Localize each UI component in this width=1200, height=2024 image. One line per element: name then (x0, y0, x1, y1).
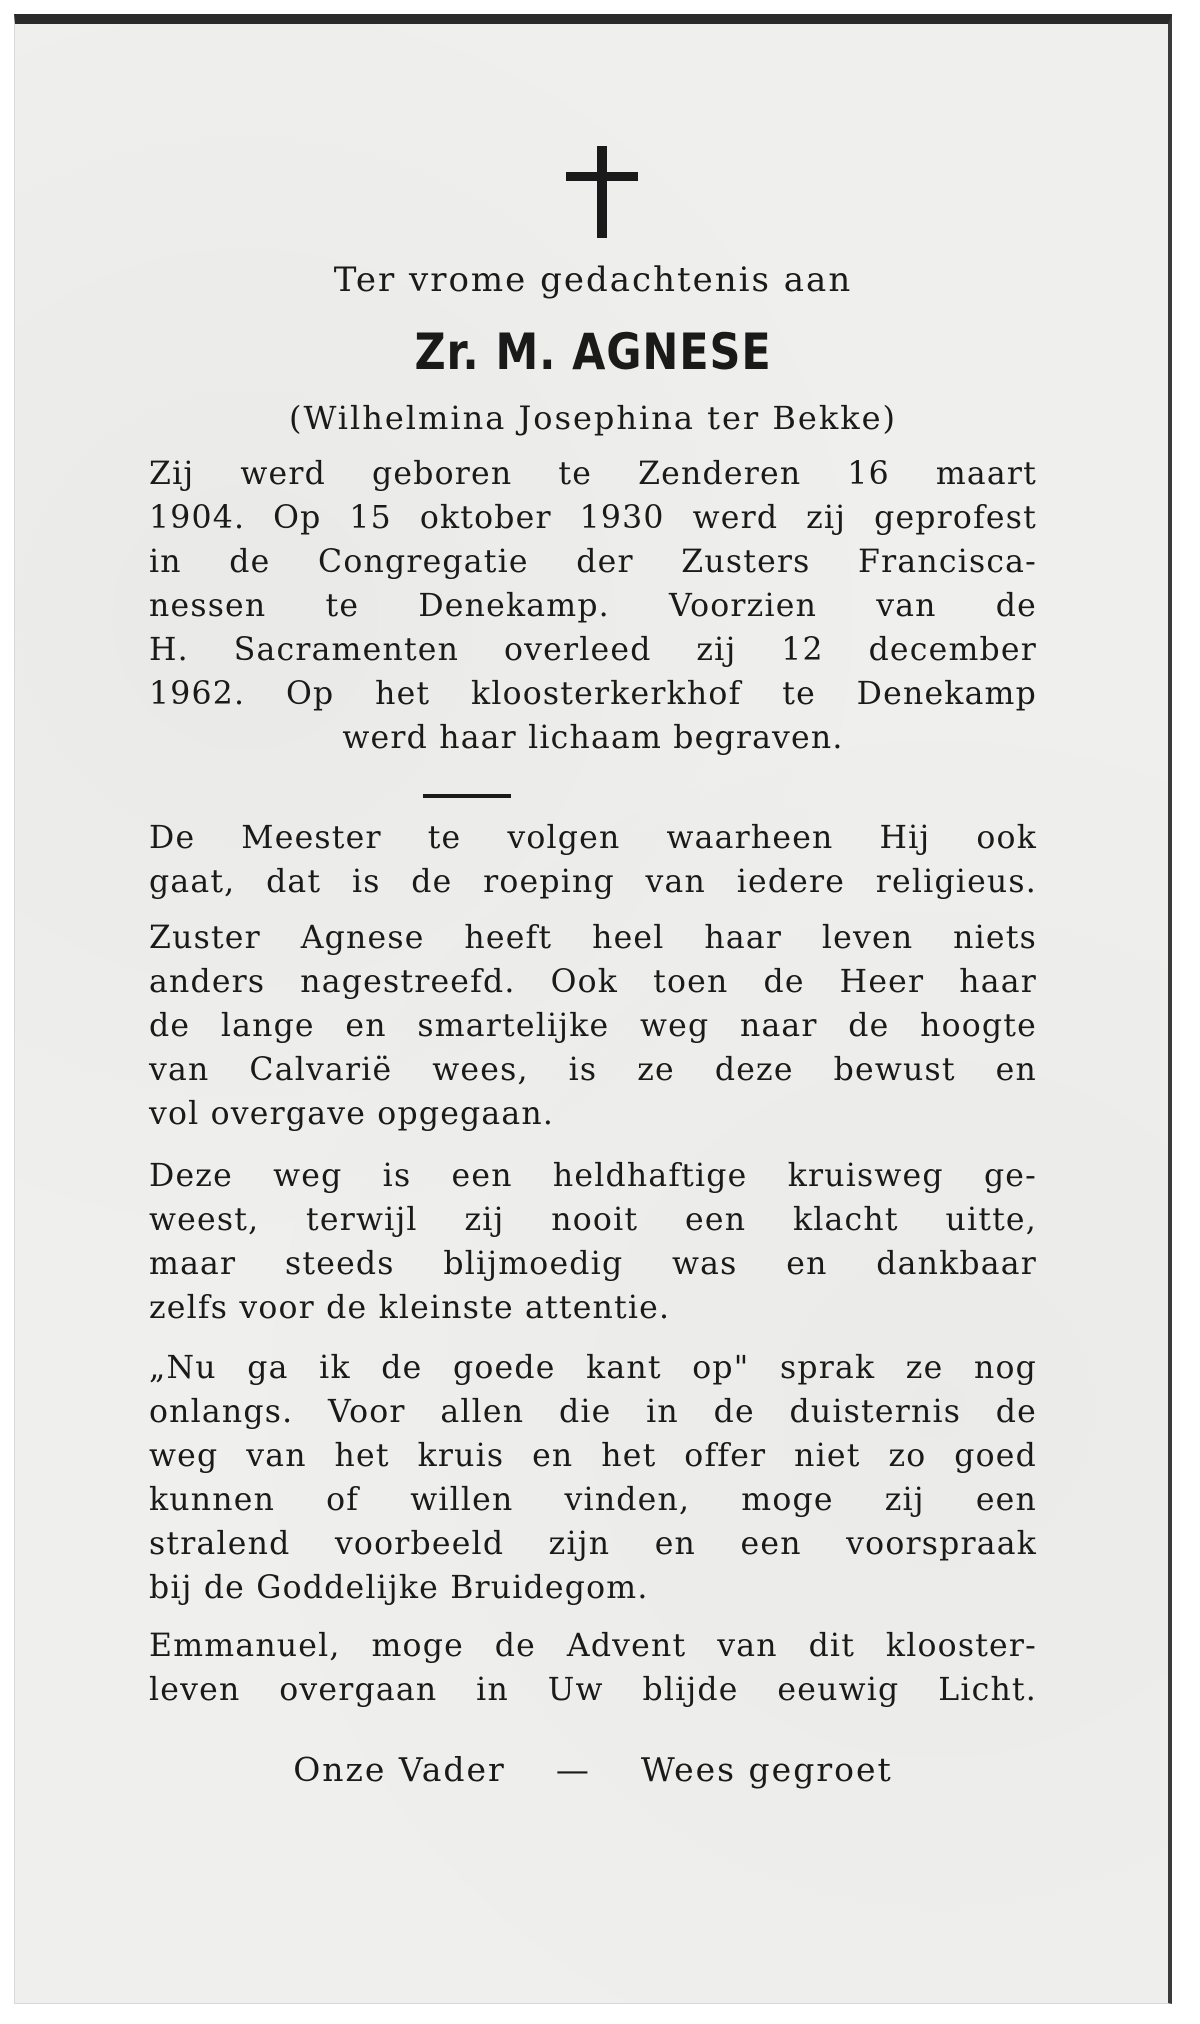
para-line: Deze weg is een heldhaftige kruisweg ge- (149, 1158, 1037, 1194)
paragraph-5 (149, 1624, 1037, 1712)
para-line: van Calvarië wees, is ze deze bewust en (149, 1052, 1037, 1088)
para-line: weg van het kruis en het offer niet zo goed (149, 1438, 1037, 1474)
birth-name: (Wilhelmina Josephina ter Bekke) (288, 399, 898, 437)
closing-prayers (149, 1748, 1037, 1792)
intro-text: Ter vrome gedachtenis aan (333, 260, 853, 300)
para-line: weest, terwijl zij nooit een klacht uitte, (149, 1202, 1037, 1238)
para-line: zelfs voor de kleinste attentie. (149, 1290, 671, 1326)
bio-line: H. Sacramenten overleed zij 12 december (149, 632, 1037, 668)
para-line: maar steeds blijmoedig was en dankbaar (149, 1246, 1037, 1282)
bio-line: 1962. Op het kloosterkerkhof te Denekamp (149, 676, 1037, 712)
paragraph-4 (149, 1346, 1037, 1610)
para-line: Emmanuel, moge de Advent van dit klooster- (149, 1628, 1037, 1664)
bio-line: werd haar lichaam begraven. (342, 720, 844, 756)
section-divider (423, 794, 511, 798)
para-line: kunnen of willen vinden, moge zij een (149, 1482, 1037, 1518)
card-surface (15, 24, 1168, 2003)
deceased-name: Zr. M. AGNESE (414, 323, 772, 381)
cross-icon (566, 146, 638, 238)
paragraph-3 (149, 1154, 1037, 1330)
biography-paragraph (149, 452, 1037, 760)
para-line: de lange en smartelijke weg naar de hoogte (149, 1008, 1037, 1044)
para-line: leven overgaan in Uw blijde eeuwig Licht. (149, 1672, 1037, 1708)
para-line: stralend voorbeeld zijn en een voorspraak (149, 1526, 1037, 1562)
para-line: „Nu ga ik de goede kant op" sprak ze nog (149, 1350, 1037, 1386)
para-line: Zuster Agnese heeft heel haar leven niets (149, 920, 1037, 956)
bio-line: in de Congregatie der Zusters Francisca- (149, 544, 1037, 580)
bio-line: Zij werd geboren te Zenderen 16 maart (149, 456, 1037, 492)
bio-line: nessen te Denekamp. Voorzien van de (149, 588, 1037, 624)
closing-right: Wees gegroet (640, 1750, 893, 1789)
para-line: De Meester te volgen waarheen Hij ook (149, 820, 1037, 856)
para-line: anders nagestreefd. Ook toen de Heer haar (149, 964, 1037, 1000)
paragraph-1 (149, 816, 1037, 904)
closing-dash: — (555, 1750, 591, 1789)
paragraph-2 (149, 916, 1037, 1136)
para-line: gaat, dat is de roeping van iedere religieus. (149, 864, 1037, 900)
memorial-card (14, 14, 1172, 2004)
closing-left: Onze Vader (293, 1750, 506, 1789)
bio-line: 1904. Op 15 oktober 1930 werd zij geprofest (149, 500, 1037, 536)
para-line: bij de Goddelijke Bruidegom. (149, 1570, 649, 1606)
para-line: vol overgave opgegaan. (149, 1096, 555, 1132)
para-line: onlangs. Voor allen die in de duisternis de (149, 1394, 1037, 1430)
